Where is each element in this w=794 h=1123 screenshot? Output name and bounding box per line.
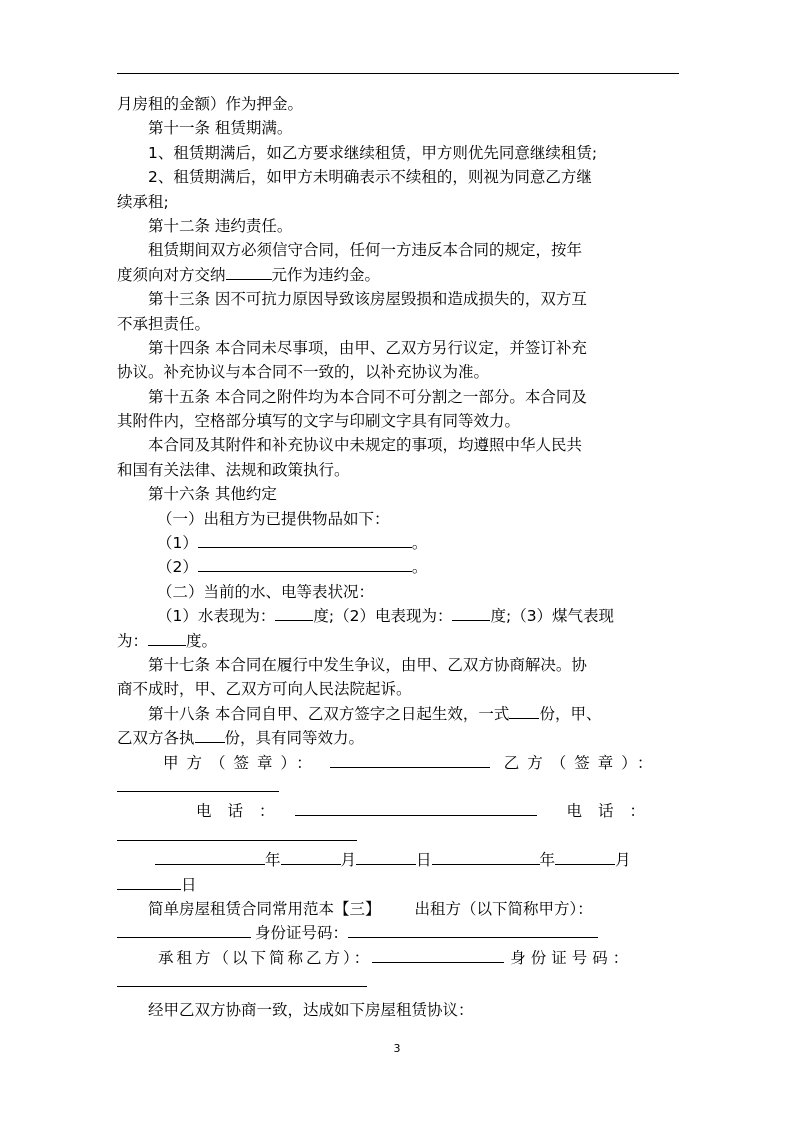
text-line: 第十四条 本合同未尽事项，由甲、乙双方另行议定，并签订补充: [148, 338, 587, 357]
fill-blank[interactable]: [275, 604, 313, 621]
text-segment: 为：: [117, 631, 149, 650]
text-segment: 度须向对方交纳: [117, 265, 226, 284]
article-heading: 第十六条 其他约定: [148, 485, 277, 504]
page-number: 3: [393, 1042, 401, 1055]
fill-blank[interactable]: [148, 629, 186, 646]
text-segment: （1）: [157, 534, 198, 553]
date-line: [117, 873, 679, 897]
lessee-name-blank[interactable]: [372, 946, 504, 963]
month-blank[interactable]: [555, 848, 615, 865]
text-line: 商不成时，甲、乙双方可向人民法院起诉。: [117, 680, 412, 699]
text-line: 不承担责任。: [117, 314, 211, 333]
month-label: 月: [615, 851, 631, 870]
text-segment: 。: [411, 558, 428, 577]
text-segment: 第十八条 本合同自甲、乙双方签字之日起生效，一式: [148, 704, 510, 723]
year-label: 年: [265, 851, 281, 870]
text-line: 租赁期间双方必须信守合同，任何一方违反本合同的规定，按年: [148, 241, 583, 260]
text-segment: 度;（3）煤气表现: [490, 607, 615, 626]
year-blank[interactable]: [432, 848, 540, 865]
text-segment: 。: [411, 534, 428, 553]
party-b-seal-label: 乙方（签章）：: [503, 753, 661, 772]
text-line: [117, 604, 679, 628]
text-line: （二）当前的水、电等表状况：: [157, 582, 375, 601]
signature-line: [117, 751, 679, 775]
fill-blank[interactable]: [198, 531, 412, 548]
fill-blank[interactable]: [452, 604, 490, 621]
text-segment: 度;（2）电表现为：: [313, 607, 453, 626]
lessor-name-blank[interactable]: [117, 921, 251, 938]
lessee-label: 承租方（以下简称乙方）：: [158, 948, 373, 967]
text-line: 续承租;: [117, 192, 169, 211]
text-segment: （1）水表现为：: [157, 607, 276, 626]
fill-blank[interactable]: [198, 555, 412, 572]
text-segment: （2）: [157, 558, 198, 577]
text-line: [117, 946, 679, 970]
party-b-seal-blank[interactable]: [117, 775, 279, 792]
text-segment: 乙双方各执: [117, 729, 195, 748]
text-line: 和国有关法律、法规和政策执行。: [117, 460, 350, 479]
text-segment: 度。: [186, 631, 218, 650]
party-b-phone-blank[interactable]: [117, 824, 357, 841]
lessor-id-blank[interactable]: [348, 921, 598, 938]
section-title-line: [117, 897, 679, 921]
text-line: [117, 555, 679, 579]
lessor-label: 出租方（以下简称甲方）：: [414, 899, 593, 918]
text-line: 第十七条 本合同在履行中发生争议，由甲、乙双方协商解决。协: [148, 655, 587, 674]
id-number-label: 身份证号码：: [255, 924, 349, 943]
text-segment: 元作为违约金。: [271, 265, 381, 284]
text-line: [117, 702, 679, 726]
party-a-seal-label: 甲方（签章）：: [163, 753, 320, 772]
fill-blank[interactable]: [509, 702, 539, 719]
text-segment: 份，甲、: [539, 704, 602, 723]
year-blank[interactable]: [155, 848, 265, 865]
day-label: 日: [416, 851, 432, 870]
party-b-phone-label: 电话：: [566, 802, 662, 821]
fill-blank[interactable]: [195, 726, 225, 743]
month-blank[interactable]: [281, 848, 341, 865]
id-number-label: 身份证号码：: [510, 948, 634, 967]
text-line: 1、租赁期满后，如乙方要求继续租赁，甲方则优先同意继续租赁;: [148, 143, 598, 162]
day-blank[interactable]: [356, 848, 416, 865]
article-heading: 第十二条 违约责任。: [148, 216, 293, 235]
text-line: [117, 921, 679, 945]
article-heading: 第十一条 租赁期满。: [148, 119, 293, 138]
text-line: [117, 263, 679, 287]
fill-blank[interactable]: [226, 263, 272, 280]
text-line: [117, 726, 679, 750]
day-blank[interactable]: [117, 873, 181, 890]
party-a-seal-blank[interactable]: [330, 751, 490, 768]
text-line: [117, 970, 679, 994]
date-line: [117, 848, 679, 872]
phone-line: [117, 799, 679, 823]
party-a-phone-blank[interactable]: [295, 799, 537, 816]
header-rule: [117, 73, 679, 74]
document-body: [117, 92, 679, 1023]
text-line: 2、租赁期满后，如甲方未明确表示不续租的，则视为同意乙方继: [148, 168, 592, 187]
text-segment: 份，具有同等效力。: [224, 729, 365, 748]
text-line: 月房租的金额）作为押金。: [117, 95, 304, 113]
text-line: [117, 629, 679, 653]
party-a-phone-label: 电话：: [196, 802, 291, 821]
day-label: 日: [181, 875, 197, 894]
month-label: 月: [340, 851, 357, 870]
text-line: 其附件内，空格部分填写的文字与印刷文字具有同等效力。: [117, 412, 521, 431]
text-line: [117, 531, 679, 555]
year-label: 年: [539, 851, 556, 870]
lessee-id-blank[interactable]: [117, 970, 367, 987]
text-line: 本合同及其附件和补充协议中未规定的事项，均遵照中华人民共: [148, 436, 583, 455]
template-title: 简单房屋租赁合同常用范本【三】: [148, 899, 381, 918]
phone-line: [117, 824, 679, 848]
text-line: （一）出租方为已提供物品如下：: [157, 509, 390, 528]
text-line: 第十三条 因不可抗力原因导致该房屋毁损和造成损失的，双方互: [148, 290, 587, 309]
text-line: 经甲乙双方协商一致，达成如下房屋租赁协议：: [148, 1001, 474, 1020]
text-line: 协议。补充协议与本合同不一致的，以补充协议为准。: [117, 363, 490, 382]
text-line: 第十五条 本合同之附件均为本合同不可分割之一部分。本合同及: [148, 387, 587, 406]
signature-line: [117, 775, 679, 799]
